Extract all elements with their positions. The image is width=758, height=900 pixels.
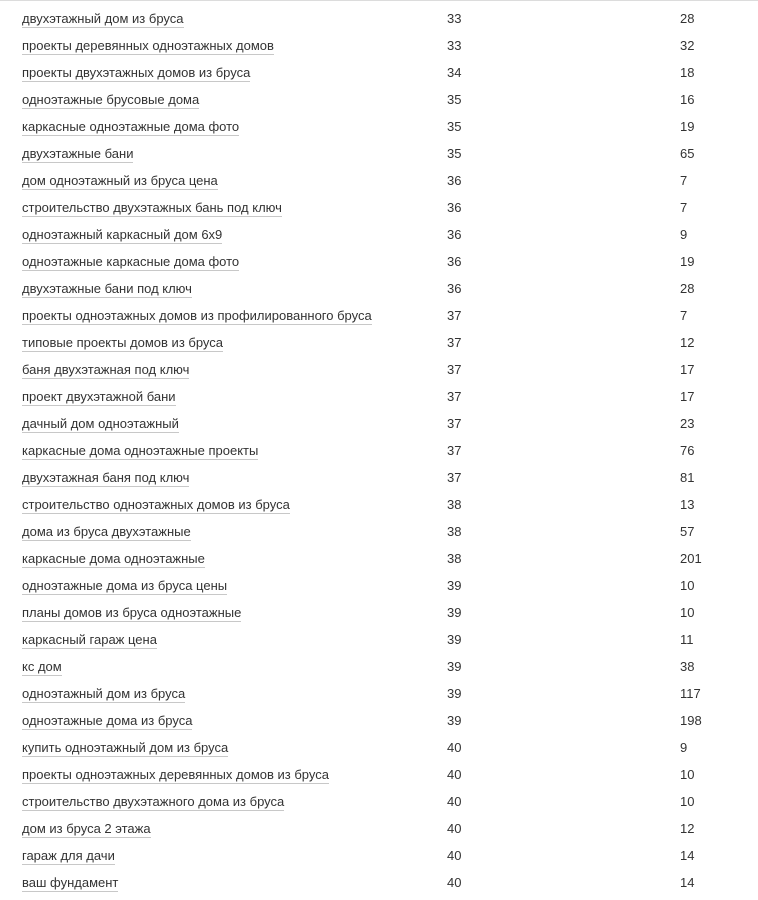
frequency-cell: 11	[680, 632, 694, 647]
position-cell: 37	[447, 416, 462, 431]
position-cell: 39	[447, 713, 462, 728]
frequency-cell: 65	[680, 146, 695, 161]
frequency-cell: 76	[680, 443, 695, 458]
frequency-cell: 10	[680, 605, 695, 620]
frequency-cell: 10	[680, 794, 695, 809]
keyword-cell	[22, 599, 241, 626]
table-row	[0, 86, 758, 113]
keyword-cell	[22, 248, 239, 275]
table-row	[0, 572, 758, 599]
position-cell: 39	[447, 686, 462, 701]
keyword-cell	[22, 410, 179, 437]
position-cell: 37	[447, 389, 462, 404]
keyword-table	[0, 5, 758, 896]
keyword-cell	[22, 815, 151, 842]
frequency-cell: 12	[680, 821, 695, 836]
frequency-cell: 9	[680, 740, 688, 755]
keyword-cell	[22, 788, 284, 815]
position-cell: 37	[447, 470, 462, 485]
position-cell: 39	[447, 605, 462, 620]
keyword-cell	[22, 32, 274, 59]
frequency-cell: 7	[680, 173, 688, 188]
keyword-link[interactable]: одноэтажные брусовые дома	[22, 92, 200, 107]
table-row	[0, 788, 758, 815]
keyword-cell	[22, 113, 239, 140]
table-row	[0, 464, 758, 491]
position-cell: 39	[447, 578, 462, 593]
frequency-cell: 14	[680, 875, 695, 890]
table-row	[0, 734, 758, 761]
keyword-cell	[22, 383, 176, 410]
keyword-link[interactable]: каркасные дома одноэтажные проекты	[22, 443, 259, 458]
table-row	[0, 59, 758, 86]
frequency-cell: 23	[680, 416, 695, 431]
position-cell: 37	[447, 308, 462, 323]
position-cell: 36	[447, 281, 462, 296]
keyword-link[interactable]: строительство двухэтажных бань под ключ	[22, 200, 282, 215]
position-cell: 37	[447, 443, 462, 458]
keyword-link[interactable]: каркасный гараж цена	[22, 632, 157, 647]
position-cell: 40	[447, 821, 462, 836]
keyword-link[interactable]: двухэтажные бани	[22, 146, 134, 161]
frequency-cell: 81	[680, 470, 695, 485]
position-cell: 36	[447, 173, 462, 188]
frequency-cell: 28	[680, 281, 695, 296]
frequency-cell: 117	[680, 686, 701, 701]
keyword-link[interactable]: проекты двухэтажных домов из бруса	[22, 65, 251, 80]
keyword-link[interactable]: каркасные дома одноэтажные	[22, 551, 205, 566]
table-row	[0, 32, 758, 59]
keyword-cell	[22, 464, 189, 491]
table-row	[0, 5, 758, 32]
frequency-cell: 14	[680, 848, 695, 863]
position-cell: 40	[447, 848, 462, 863]
position-cell: 40	[447, 794, 462, 809]
keyword-link[interactable]: купить одноэтажный дом из бруса	[22, 740, 229, 755]
frequency-cell: 19	[680, 254, 695, 269]
keyword-cell	[22, 437, 258, 464]
table-row	[0, 194, 758, 221]
keyword-link[interactable]: двухэтажные бани под ключ	[22, 281, 192, 296]
table-row	[0, 653, 758, 680]
frequency-cell: 198	[680, 713, 702, 728]
keyword-link[interactable]: кс дом	[22, 659, 62, 674]
table-row	[0, 761, 758, 788]
keyword-link[interactable]: гараж для дачи	[22, 848, 115, 863]
keyword-cell	[22, 221, 222, 248]
keyword-cell	[22, 491, 290, 518]
position-cell: 38	[447, 551, 462, 566]
keyword-link[interactable]: проекты одноэтажных деревянных домов из бруса	[22, 767, 329, 782]
table-row	[0, 356, 758, 383]
keyword-link[interactable]: строительство одноэтажных домов из бруса	[22, 497, 290, 512]
frequency-cell: 10	[680, 767, 695, 782]
frequency-cell: 28	[680, 11, 695, 26]
position-cell: 37	[447, 362, 462, 377]
table-row	[0, 680, 758, 707]
frequency-cell: 17	[680, 362, 695, 377]
frequency-cell: 38	[680, 659, 695, 674]
keyword-link[interactable]: планы домов из бруса одноэтажные	[22, 605, 242, 620]
keyword-cell	[22, 86, 199, 113]
frequency-cell: 12	[680, 335, 695, 350]
position-cell: 40	[447, 740, 462, 755]
table-row	[0, 302, 758, 329]
keyword-cell	[22, 140, 133, 167]
position-cell: 38	[447, 497, 462, 512]
position-cell: 39	[447, 659, 462, 674]
frequency-cell: 201	[680, 551, 702, 566]
keyword-link[interactable]: дом одноэтажный из бруса цена	[22, 173, 218, 188]
table-row	[0, 140, 758, 167]
position-cell: 35	[447, 146, 462, 161]
keyword-cell	[22, 167, 218, 194]
table-row	[0, 869, 758, 896]
keyword-link[interactable]: двухэтажная баня под ключ	[22, 470, 190, 485]
table-row	[0, 329, 758, 356]
keyword-link[interactable]: дом из бруса 2 этажа	[22, 821, 151, 836]
keyword-cell	[22, 5, 184, 32]
table-row	[0, 842, 758, 869]
position-cell: 36	[447, 254, 462, 269]
keyword-link[interactable]: проект двухэтажной бани	[22, 389, 176, 404]
keyword-cell	[22, 572, 227, 599]
table-row	[0, 275, 758, 302]
keyword-cell	[22, 761, 329, 788]
keyword-link[interactable]: одноэтажные дома из бруса	[22, 713, 193, 728]
keyword-cell	[22, 626, 157, 653]
position-cell: 33	[447, 38, 462, 53]
keyword-link[interactable]: одноэтажные дома из бруса цены	[22, 578, 228, 593]
table-row	[0, 518, 758, 545]
keyword-cell	[22, 545, 205, 572]
frequency-cell: 17	[680, 389, 695, 404]
keyword-cell	[22, 275, 192, 302]
table-top-divider	[0, 0, 758, 1]
table-row	[0, 113, 758, 140]
keyword-cell	[22, 356, 189, 383]
table-row	[0, 437, 758, 464]
frequency-cell: 9	[680, 227, 688, 242]
keyword-cell	[22, 194, 282, 221]
frequency-cell: 13	[680, 497, 695, 512]
frequency-cell: 7	[680, 200, 688, 215]
table-row	[0, 545, 758, 572]
keyword-link[interactable]: типовые проекты домов из бруса	[22, 335, 223, 350]
position-cell: 36	[447, 227, 462, 242]
position-cell: 40	[447, 767, 462, 782]
keyword-cell	[22, 653, 62, 680]
position-cell: 37	[447, 335, 462, 350]
frequency-cell: 16	[680, 92, 695, 107]
frequency-cell: 18	[680, 65, 695, 80]
frequency-cell: 57	[680, 524, 695, 539]
keyword-cell	[22, 707, 192, 734]
keyword-link[interactable]: проекты одноэтажных домов из профилированного бруса	[22, 308, 372, 323]
keyword-cell	[22, 518, 191, 545]
keyword-cell	[22, 59, 250, 86]
table-row	[0, 221, 758, 248]
keyword-link[interactable]: двухэтажный дом из бруса	[22, 11, 184, 26]
keyword-link[interactable]: проекты деревянных одноэтажных домов	[22, 38, 274, 53]
keyword-link[interactable]: одноэтажный каркасный дом 6х9	[22, 227, 223, 242]
keyword-cell	[22, 329, 223, 356]
position-cell: 35	[447, 119, 462, 134]
position-cell: 40	[447, 875, 462, 890]
keyword-link[interactable]: строительство двухэтажного дома из бруса	[22, 794, 285, 809]
position-cell: 38	[447, 524, 462, 539]
frequency-cell: 10	[680, 578, 695, 593]
frequency-cell: 7	[680, 308, 688, 323]
position-cell: 34	[447, 65, 462, 80]
keyword-link[interactable]: одноэтажный дом из бруса	[22, 686, 186, 701]
keyword-link[interactable]: ваш фундамент	[22, 875, 119, 890]
table-row	[0, 383, 758, 410]
position-cell: 36	[447, 200, 462, 215]
keyword-link[interactable]: дачный дом одноэтажный	[22, 416, 179, 431]
table-row	[0, 626, 758, 653]
position-cell: 33	[447, 11, 462, 26]
table-row	[0, 815, 758, 842]
frequency-cell: 19	[680, 119, 695, 134]
keyword-cell	[22, 734, 228, 761]
keyword-link[interactable]: каркасные одноэтажные дома фото	[22, 119, 240, 134]
table-row	[0, 707, 758, 734]
keyword-cell	[22, 842, 115, 869]
keyword-link[interactable]: баня двухэтажная под ключ	[22, 362, 190, 377]
table-row	[0, 248, 758, 275]
position-cell: 39	[447, 632, 462, 647]
position-cell: 35	[447, 92, 462, 107]
keyword-cell	[22, 302, 372, 329]
keyword-cell	[22, 869, 118, 896]
frequency-cell: 32	[680, 38, 695, 53]
keyword-cell	[22, 680, 185, 707]
table-row	[0, 491, 758, 518]
keyword-link[interactable]: одноэтажные каркасные дома фото	[22, 254, 240, 269]
keyword-link[interactable]: дома из бруса двухэтажные	[22, 524, 191, 539]
table-row	[0, 410, 758, 437]
table-row	[0, 167, 758, 194]
table-row	[0, 599, 758, 626]
